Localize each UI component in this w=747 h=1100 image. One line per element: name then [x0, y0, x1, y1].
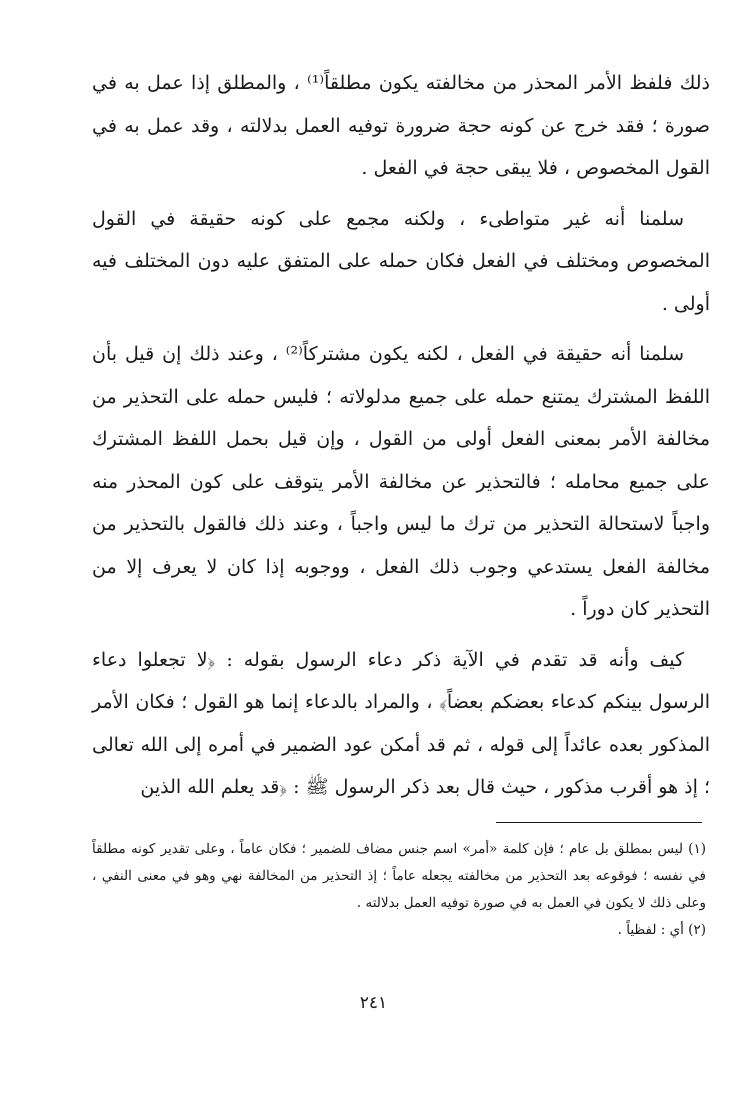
body-paragraph: سلمنا أنه غير متواطىء ، ولكنه مجمع على كونه حقيقة في القول المخصوص ومختلف في الفعل فكان حمله على المتفق عليه دون المختلف فيه أولى . — [92, 207, 710, 315]
body-paragraph: ذلك فلفظ الأمر المحذر من مخالفته يكون مطلقاً⁽¹⁾ ، والمطلق إذا عمل به في صورة ؛ فقد خرج عن كونه حجة ضرورة توفيه العمل بدلالته ، وقد عمل به في القول المخصوص ، فلا يبقى حجة في الفعل . — [92, 72, 711, 179]
page-number: ٢٤١ — [359, 993, 388, 1013]
footnotes — [92, 836, 706, 944]
body-paragraph: كيف وأنه قد تقدم في الآية ذكر دعاء الرسول بقوله : ﴿لا تجعلوا دعاء الرسول بينكم كدعاء بعضكم بعضاً﴾ ، والمراد بالدعاء إنما هو القول ؛ فكان الأمر المذكور بعده عائداً إلى قوله ، ثم قد أمكن عود الضمير في أمره إلى الله تعالى ؛ إذ هو أقرب مذكور ، حيث قال بعد ذكر الرسول ﷺ : ﴿قد يعلم الله الذين — [92, 648, 710, 798]
footnote-divider — [496, 822, 702, 823]
body-paragraph: سلمنا أنه حقيقة في الفعل ، لكنه يكون مشتركاً⁽²⁾ ، وعند ذلك إن قيل بأن اللفظ المشترك يمتنع حمله على جميع مدلولاته ؛ فليس حمله على التحذير من مخالفة الأمر بمعنى الفعل أولى من القول ، وإن قيل بحمل اللفظ المشترك على جميع محامله ؛ فالتحذير عن مخالفة الأمر يتوقف على كون المحذر منه واجباً لاستحالة التحذير من ترك ما ليس واجباً ، وعند ذلك فالقول بالتحذير من مخالفة الفعل يستدعي وجوب ذلك الفعل ، ووجوبه إذا كان لا يعرف إلا من التحذير كان دوراً . — [92, 343, 710, 620]
footnote: (١) ليس بمطلق بل عام ؛ فإن كلمة «أمر» اسم جنس مضاف للضمير ؛ فكان عاماً ، وعلى تقدير كونه مطلقاً في نفسه ؛ فوقوعه بعد التحذير من مخالفته يجعله عاماً ؛ إذ التحذير من المخالفة نهي وهو في معنى النفي ، وعلى ذلك لا يكون في العمل به في صورة توفيه العمل بدلالته . — [92, 841, 706, 911]
footnote: (٢) أي : لفظياً . — [617, 922, 706, 938]
main-text — [92, 62, 710, 809]
